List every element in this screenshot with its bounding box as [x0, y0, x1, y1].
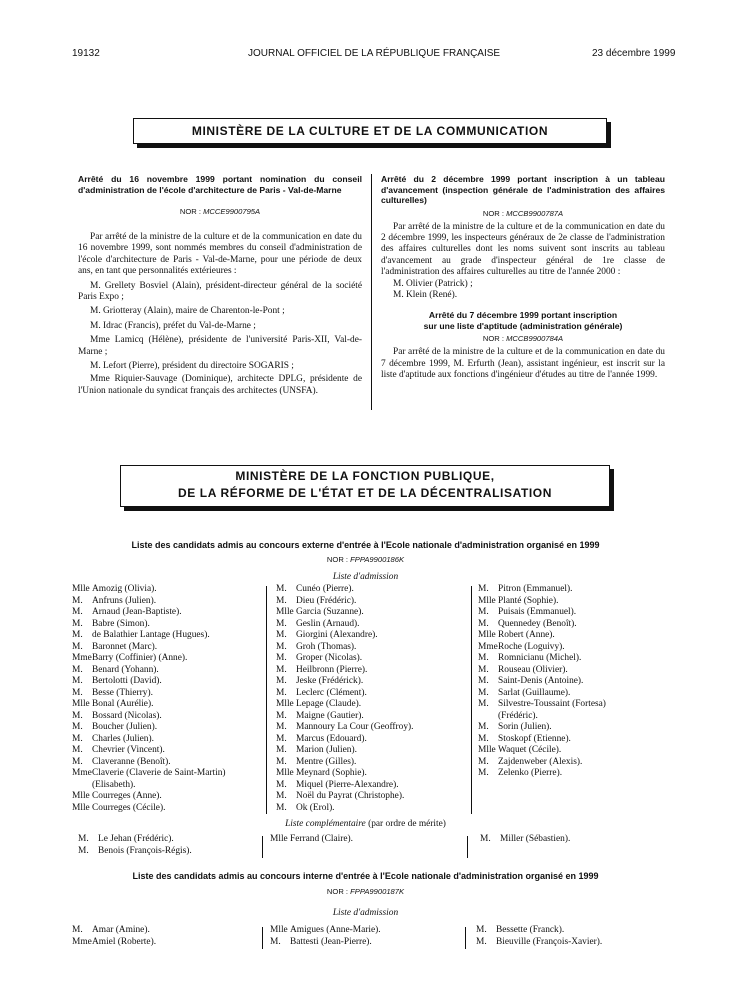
list-item: MmeRoche (Loguivy).	[478, 641, 565, 652]
journal-title: JOURNAL OFFICIEL DE LA RÉPUBLIQUE FRANÇAISE	[248, 48, 501, 59]
list-item: M. Noël du Payrat (Christophe).	[276, 791, 405, 801]
member-item: M. Idrac (Francis), préfet du Val-de-Marne ;	[90, 320, 256, 331]
list-item: M. Marcus (Edouard).	[276, 733, 367, 744]
ministry-fp-title-line1: MINISTÈRE DE LA FONCTION PUBLIQUE,	[235, 469, 495, 483]
arrete-nomination-title: Arrêté du 16 novembre 1999 portant nomination du conseil d'administration de l'école d'architecture de Paris - Val-de-Marne	[78, 174, 362, 195]
arrete-tableau-text: Par arrêté de la ministre de la culture et de la communication en date du 2 décembre 1999, les inspecteurs généraux de 2e classe de l'administration des affaires culturelles dont les noms suivent sont inscrits au tableau d'avancement au grade d'inspecteur général de 1re classe de l'administration des affaires culturelles au titre de l'année 2000 :	[381, 221, 665, 278]
member-item: Mme Lamicq (Hélène), présidente de l'université Paris-XII, Val-de-Marne ;	[78, 335, 362, 357]
member-item: Mme Riquier-Sauvage (Dominique), architecte DPLG, présidente de l'Union nationale du syndicat français des architectes (UNSFA).	[78, 374, 362, 396]
list-item: Mlle Meynard (Sophie).	[276, 768, 367, 778]
list-item: M. Baronnet (Marc).	[72, 641, 158, 652]
list-item: M. Mannoury La Cour (Geoffroy).	[276, 722, 414, 732]
list-item: M. de Balathier Lantage (Hugues).	[72, 630, 210, 640]
list-item: M. Bieuville (François-Xavier).	[476, 936, 603, 947]
list-item: Mlle Amozig (Olivia).	[72, 584, 157, 594]
list-item: M. Quennedey (Benoît).	[478, 618, 577, 629]
liste-admission-label: Liste d'admission	[332, 908, 399, 918]
list-item: Mlle Courreges (Cécile).	[72, 802, 166, 813]
list-item: M. Miller (Sébastien).	[480, 834, 571, 844]
list-item: Mlle Bonal (Aurélie).	[72, 699, 154, 709]
arrete-nomination	[78, 174, 362, 397]
list-item: Mlle Garcia (Suzanne).	[276, 607, 364, 617]
member-item: M. Grellety Bosviel (Alain), président-directeur général de la société Paris Expo ;	[78, 280, 362, 303]
list-item: M. Claveranne (Benoît).	[72, 756, 171, 767]
list-item: Mlle Ferrand (Claire).	[270, 834, 353, 844]
column-divider	[371, 174, 372, 410]
list-item: M. Battesti (Jean-Pierre).	[270, 936, 372, 947]
arrete-tableau-title: Arrêté du 2 décembre 1999 portant inscription à un tableau d'avancement (inspection générale de l'administration des affaires culturelles)	[381, 174, 665, 205]
list-item: M. Dieu (Frédéric).	[276, 595, 357, 606]
admission-list-col3	[478, 584, 606, 780]
column-divider	[262, 836, 263, 858]
list-item: M. Bessette (Franck).	[476, 925, 565, 935]
liste-complementaire-label: Liste complémentaire (par ordre de mérite)	[285, 819, 446, 829]
arrete-tableau-avancement	[381, 174, 665, 382]
list-item: M. Pitron (Emmanuel).	[478, 584, 573, 594]
list-item: M. Cunéo (Pierre).	[276, 584, 354, 594]
list-item: M. Sorin (Julien).	[478, 722, 552, 732]
list-item: M. Romnicianu (Michel).	[478, 653, 582, 663]
list-item: M. Babre (Simon).	[72, 618, 150, 629]
list-item: Mlle Amigues (Anne-Marie).	[270, 925, 381, 935]
column-divider	[262, 927, 263, 949]
liste-admission-label: Liste d'admission	[332, 572, 399, 582]
nor-reference: NOR : FPPA9900186K	[326, 555, 405, 564]
ministry-fonction-publique-banner	[120, 465, 610, 507]
list-item: (Elisabeth).	[92, 779, 136, 790]
nor-reference: NOR : MCCB9900787A	[482, 208, 564, 218]
arrete-liste-aptitude-title: Arrêté du 7 décembre 1999 portant inscription sur une liste d'aptitude (administration générale)	[423, 310, 623, 331]
list-item: M. Miquel (Pierre-Alexandre).	[276, 779, 399, 790]
list-item: Mlle Lepage (Claude).	[276, 699, 362, 709]
list-item: M. Anfruns (Julien).	[72, 595, 157, 606]
column-divider	[467, 836, 468, 858]
list-item: M. Mentre (Gilles).	[276, 756, 357, 767]
list-item: M. Geslin (Arnaud).	[276, 618, 360, 629]
nor-reference: NOR : FPPA9900187K	[326, 887, 405, 896]
page-number: 19132	[72, 48, 100, 59]
complementaire-col3	[480, 834, 570, 846]
list-item: M. Boucher (Julien).	[72, 722, 158, 732]
list-item: Mlle Robert (Anne).	[478, 630, 555, 640]
list-item: M. Puisais (Emmanuel).	[478, 607, 577, 617]
list-item: M. Groper (Nicolas).	[276, 653, 363, 663]
list-item: M. Sarlat (Guillaume).	[478, 687, 571, 698]
list-item: MmeAmiel (Roberte).	[72, 936, 157, 947]
column-divider	[266, 586, 267, 814]
member-item: M. Lefort (Pierre), président du directoire SOGARIS ;	[90, 361, 294, 372]
list-item: M. Benois (François-Régis).	[78, 845, 192, 856]
list-item: M. Benard (Yohann).	[72, 664, 159, 675]
list-item: M. Jeske (Frédérick).	[276, 676, 364, 686]
ministry-culture-title: MINISTÈRE DE LA CULTURE ET DE LA COMMUNICATION	[191, 124, 549, 138]
list-item: M. Marion (Julien).	[276, 745, 357, 755]
list-item: M. Arnaud (Jean-Baptiste).	[72, 607, 182, 617]
list-item: M. Amar (Amine).	[72, 925, 150, 935]
list-item: M. Groh (Thomas).	[276, 641, 357, 652]
name-item: M. Olivier (Patrick) ;	[393, 278, 473, 289]
arrete-liste-aptitude-text: Par arrêté de la ministre de la culture et de la communication en date du 7 décembre 1999, M. Erfurth (Jean), assistant ingénieur, est inscrit sur la liste d'aptitude aux fonctions d'ingénieur d'études au titre de l'année 1999.	[381, 347, 665, 381]
interne-admission-col1	[72, 925, 156, 948]
ministry-fp-title-line2: DE LA RÉFORME DE L'ÉTAT ET DE LA DÉCENTRALISATION	[177, 486, 553, 500]
list-item: Mlle Planté (Sophie).	[478, 595, 559, 606]
list-item: M. Maigne (Gautier).	[276, 710, 364, 721]
member-item: M. Griotteray (Alain), maire de Charenton-le-Pont ;	[90, 306, 285, 317]
admission-list-col1	[72, 584, 226, 814]
nor-reference: NOR : MCCB9900784A	[482, 334, 564, 344]
list-item: M. Zajdenweber (Alexis).	[478, 756, 583, 767]
list-item: M. Rouseau (Olivier).	[478, 664, 568, 675]
list-item: M. Bertolotti (David).	[72, 676, 162, 686]
list-item: MmeClaverie (Claverie de Saint-Martin)	[72, 768, 226, 778]
list-item: M. Saint-Denis (Antoine).	[478, 676, 584, 686]
list-item: M. Silvestre-Toussaint (Fortesa)	[478, 699, 606, 709]
list-item: Mlle Waquet (Cécile).	[478, 745, 562, 755]
ministry-culture-banner	[133, 118, 607, 144]
interne-admission-col2	[270, 925, 381, 948]
list-item: M. Stoskopf (Etienne).	[478, 733, 571, 744]
nor-reference: NOR : MCCE9900795A	[179, 207, 261, 216]
arrete-nomination-intro: Par arrêté de la ministre de la culture et de la communication en date du 16 novembre 1999, sont nommés membres du conseil d'administration de l'école d'architecture de Paris - Val-de-Marne, pour une période de deux ans, en tant que personnalités extérieures :	[78, 232, 362, 277]
list-item: M. Heilbronn (Pierre).	[276, 664, 368, 675]
complementaire-col1	[78, 834, 192, 857]
list-item: M. Giorgini (Alexandre).	[276, 630, 378, 640]
list-item: M. Le Jehan (Frédéric).	[78, 834, 174, 844]
list-item: M. Leclerc (Clément).	[276, 687, 367, 698]
list-item: Mlle Courreges (Anne).	[72, 791, 162, 801]
list-item: MmeBarry (Coffinier) (Anne).	[72, 653, 188, 663]
concours-externe-title: Liste des candidats admis au concours externe d'entrée à l'Ecole nationale d'administration organisé en 1999	[131, 540, 600, 550]
list-item: M. Ok (Erol).	[276, 802, 335, 813]
list-item: M. Zelenko (Pierre).	[478, 768, 563, 778]
list-item: M. Charles (Julien).	[72, 733, 154, 744]
list-item: M. Bossard (Nicolas).	[72, 710, 162, 721]
name-item: M. Klein (René).	[393, 289, 458, 300]
issue-date: 23 décembre 1999	[592, 48, 676, 59]
column-divider	[465, 927, 466, 949]
admission-list-col2	[276, 584, 414, 814]
complementaire-col2	[270, 834, 353, 846]
interne-admission-col3	[476, 925, 602, 948]
list-item: M. Chevrier (Vincent).	[72, 745, 165, 755]
list-item: (Frédéric).	[498, 710, 538, 721]
list-item: M. Besse (Thierry).	[72, 687, 153, 698]
column-divider	[471, 586, 472, 814]
concours-interne-title: Liste des candidats admis au concours interne d'entrée à l'Ecole nationale d'administration organisé en 1999	[132, 871, 599, 881]
